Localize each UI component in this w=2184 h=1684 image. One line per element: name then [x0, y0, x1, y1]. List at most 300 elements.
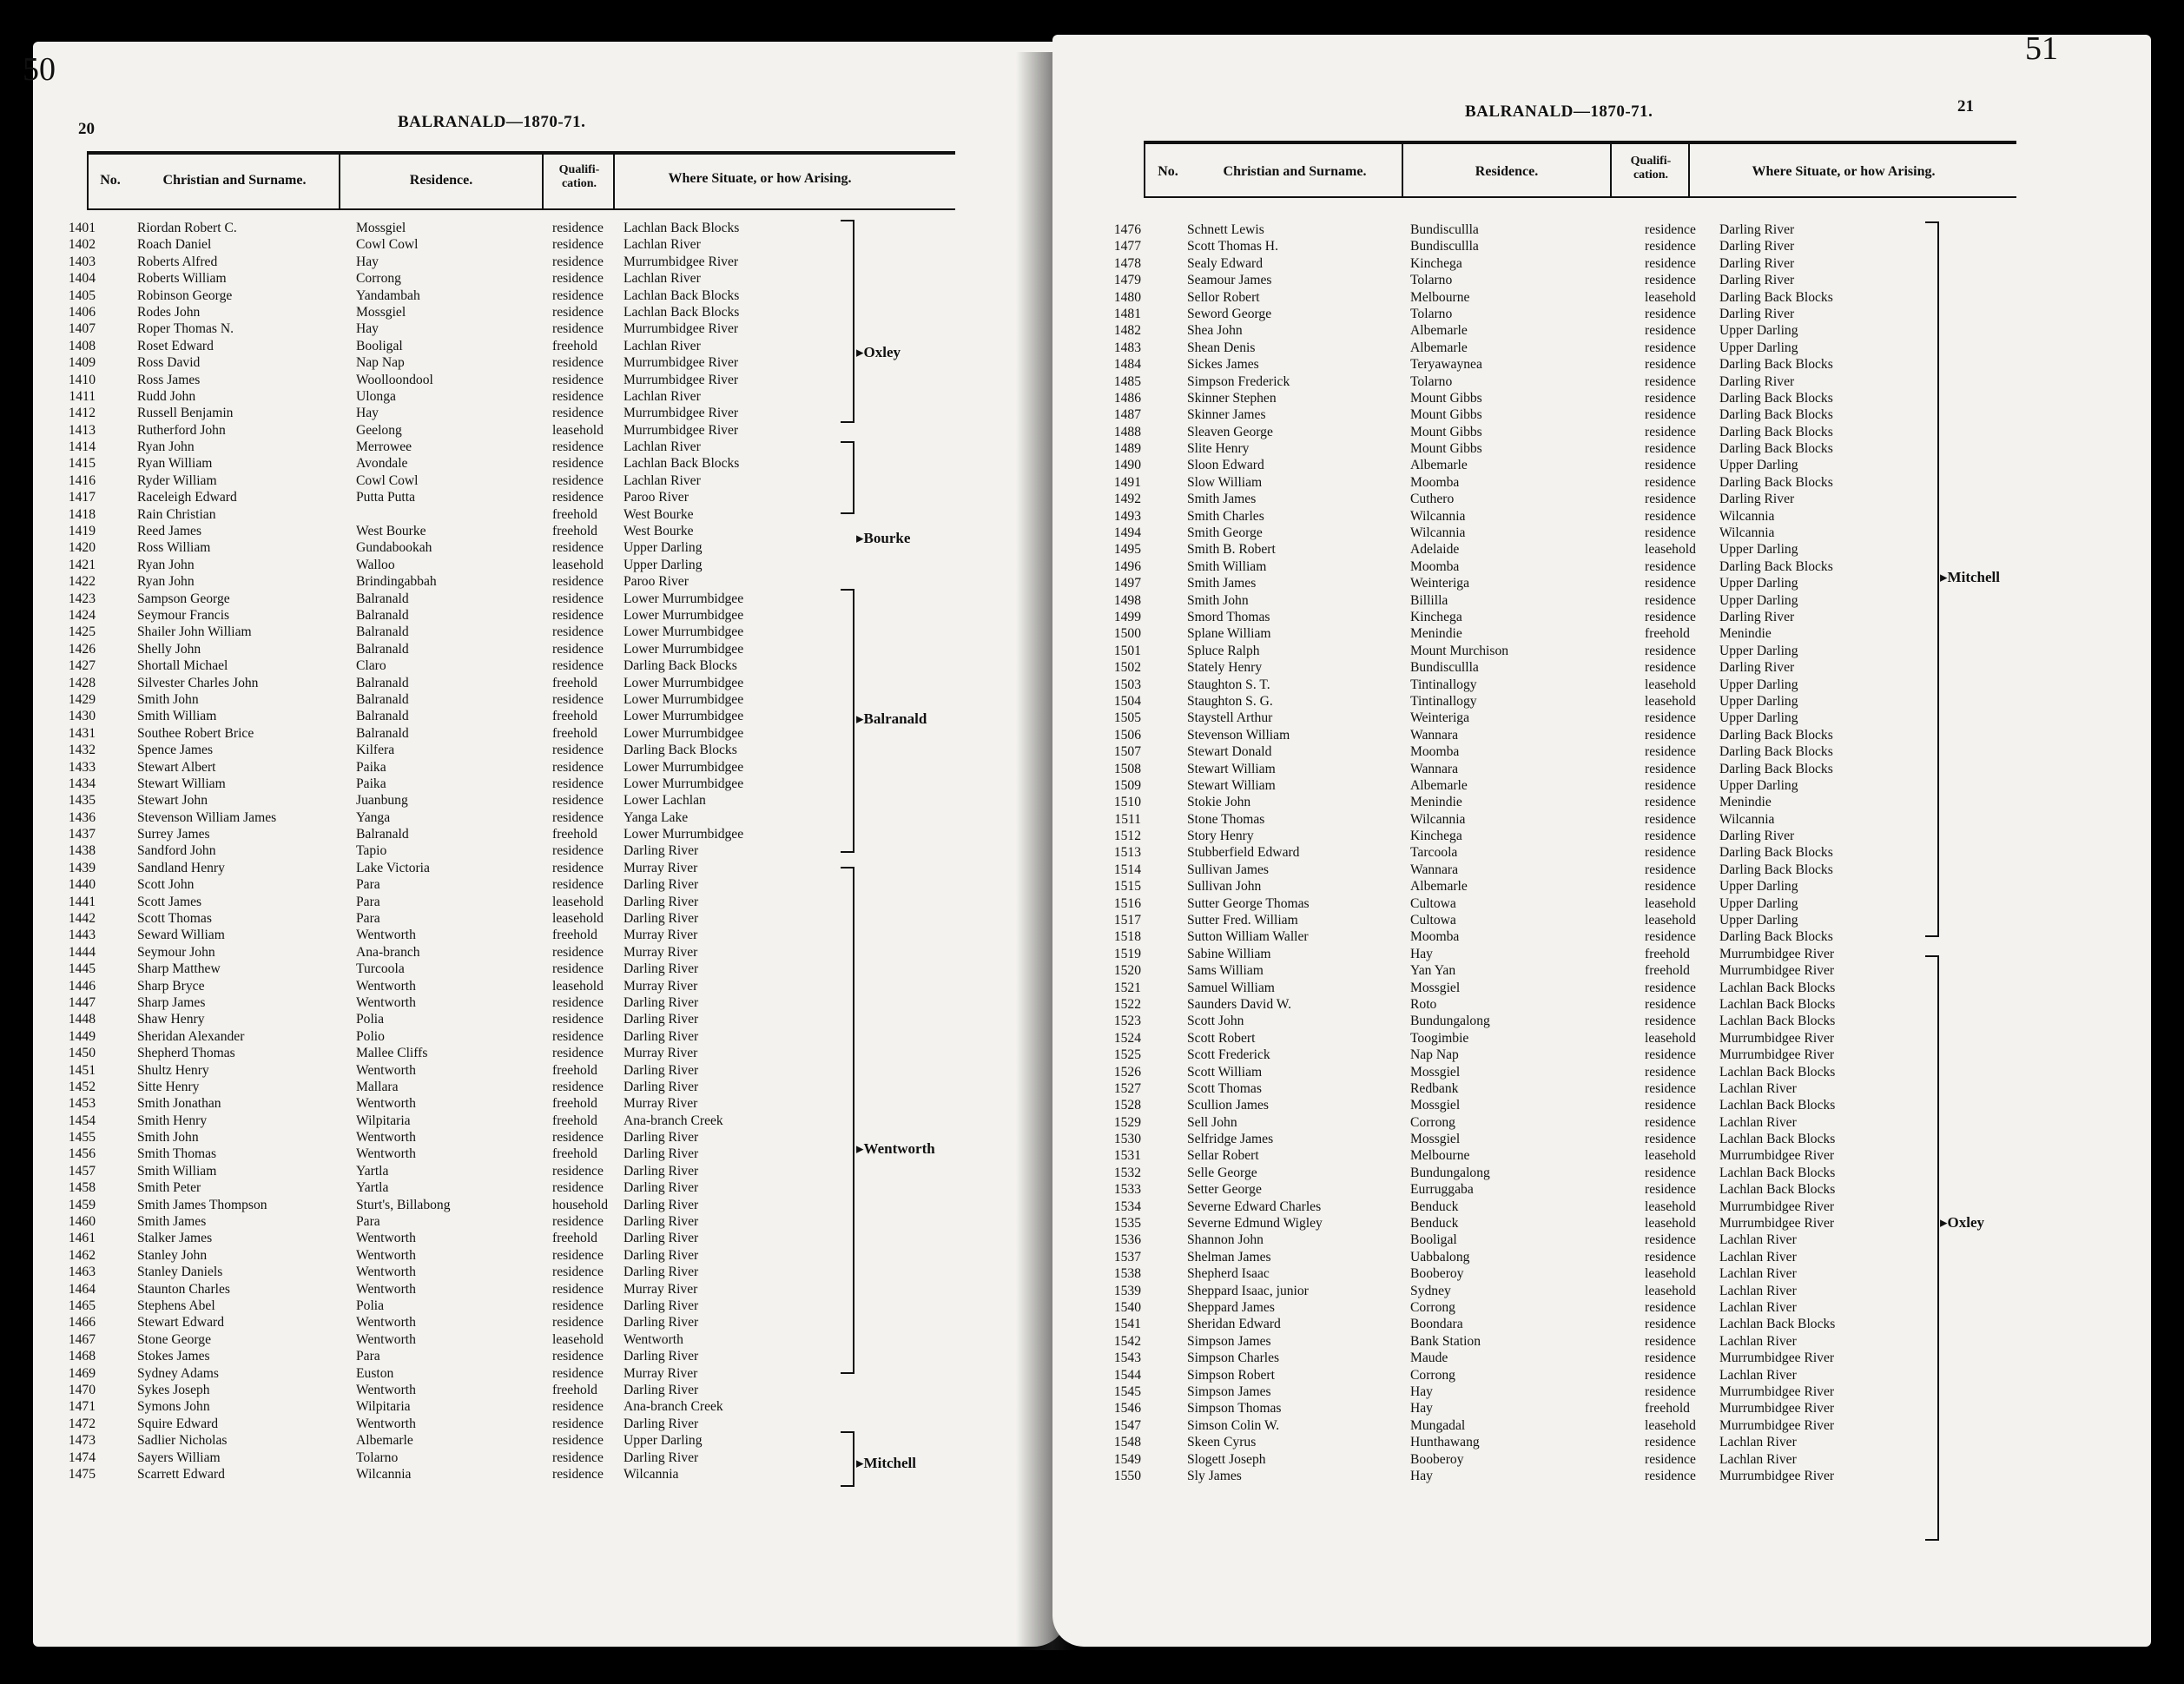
entry-residence: Moomba — [1410, 929, 1460, 945]
entry-residence: Polia — [356, 1298, 385, 1313]
entry-residence: Wannara — [1410, 862, 1459, 877]
header-divider — [1688, 144, 1690, 196]
entry-residence: Mossgiel — [1410, 980, 1461, 995]
entry-number: 1478 — [1113, 255, 1141, 271]
entry-qualification: residence — [552, 877, 604, 893]
entry-number: 1467 — [68, 1331, 96, 1347]
entry-residence: Para — [356, 877, 380, 893]
entry-number: 1402 — [68, 237, 96, 253]
entry-residence: Polio — [356, 1028, 385, 1044]
entry-number: 1505 — [1113, 710, 1141, 726]
entry-where: Murrumbidgee River — [624, 422, 739, 438]
entry-where: Lachlan Back Blocks — [1719, 1182, 1836, 1198]
entry-where: Darling River — [624, 961, 699, 977]
entry-where: West Bourke — [624, 524, 694, 539]
entry-residence: Benduck — [1410, 1199, 1459, 1214]
entry-name: Scott Thomas — [1187, 1080, 1262, 1096]
entry-number: 1541 — [1113, 1317, 1141, 1332]
entry-residence: Hay — [356, 254, 379, 269]
entry-where: Darling River — [624, 1197, 699, 1212]
entry-number: 1544 — [1113, 1367, 1141, 1383]
entry-number: 1470 — [68, 1382, 96, 1397]
entry-residence: Paika — [356, 759, 386, 775]
entry-qualification: leasehold — [1645, 913, 1696, 928]
entry-number: 1521 — [1113, 980, 1141, 995]
entry-residence: Mount Gibbs — [1410, 407, 1482, 423]
entry-qualification: residence — [552, 490, 604, 505]
entry-where: Ana-branch Creek — [624, 1113, 723, 1128]
entry-name: Smith John — [137, 1130, 199, 1146]
entry-name: Ryan William — [137, 456, 213, 472]
entry-where: Upper Darling — [1719, 777, 1798, 793]
entry-residence: Mallee Cliffs — [356, 1046, 428, 1061]
entry-number: 1490 — [1113, 458, 1141, 473]
entry-residence: Yanga — [356, 809, 391, 825]
entry-residence: Cultowa — [1410, 895, 1456, 911]
entry-qualification: residence — [1645, 1114, 1696, 1130]
entry-residence: Para — [356, 1349, 380, 1364]
entry-where: Darling River — [624, 1315, 699, 1331]
entry-name: Shannon John — [1187, 1232, 1264, 1248]
entry-qualification: freehold — [552, 506, 597, 522]
entry-where: Upper Darling — [1719, 592, 1798, 608]
entry-residence: Avondale — [356, 456, 408, 472]
entry-where: Darling Back Blocks — [624, 658, 737, 674]
entry-where: Darling Back Blocks — [1719, 474, 1833, 490]
entry-number: 1533 — [1113, 1182, 1141, 1198]
entry-name: Squire Edward — [137, 1416, 219, 1431]
entry-number: 1498 — [1113, 592, 1141, 608]
entry-qualification: residence — [1645, 323, 1696, 339]
entry-residence: Booligal — [1410, 1232, 1457, 1248]
entry-residence: Balranald — [356, 624, 409, 640]
entry-qualification: residence — [1645, 1098, 1696, 1113]
entry-name: Ryan John — [137, 439, 195, 455]
entry-residence: Hay — [1410, 946, 1433, 961]
entry-name: Roberts Alfred — [137, 254, 218, 269]
entry-where: Murrumbidgee River — [1719, 1351, 1835, 1366]
entry-qualification: residence — [552, 641, 604, 657]
entry-residence: Cowl Cowl — [356, 472, 419, 488]
entry-residence: Balranald — [356, 591, 409, 606]
entry-number: 1413 — [68, 422, 96, 438]
entry-number: 1405 — [68, 287, 96, 303]
entry-qualification: residence — [1645, 660, 1696, 676]
entry-qualification: residence — [1645, 1333, 1696, 1349]
district-label: ▸ Mitchell — [856, 1455, 916, 1472]
entry-name: Seymour Francis — [137, 607, 230, 623]
entry-name: Stanley Daniels — [137, 1265, 223, 1280]
entry-name: Robinson George — [137, 287, 233, 303]
entry-number: 1425 — [68, 624, 96, 640]
entry-residence: Balranald — [356, 709, 409, 724]
entry-qualification: residence — [1645, 643, 1696, 658]
entry-number: 1495 — [1113, 542, 1141, 558]
entry-name: Staunton Charles — [137, 1281, 230, 1297]
entry-qualification: freehold — [1645, 626, 1690, 642]
entry-name: Sellor Robert — [1187, 289, 1260, 305]
entry-residence: Benduck — [1410, 1216, 1459, 1232]
header-rule-top — [1144, 141, 2016, 144]
entry-name: Sleaven George — [1187, 424, 1273, 439]
entry-name: Sullivan James — [1187, 862, 1269, 877]
entry-qualification: residence — [552, 944, 604, 960]
entry-qualification: freehold — [1645, 963, 1690, 979]
entry-number: 1424 — [68, 607, 96, 623]
entry-residence: Tolarno — [1410, 306, 1453, 321]
district-brace — [841, 441, 854, 514]
entry-number: 1407 — [68, 321, 96, 337]
entry-name: Smith James — [1187, 576, 1257, 591]
entry-residence: Wentworth — [356, 1247, 416, 1263]
entry-residence: Moomba — [1410, 474, 1460, 490]
entry-qualification: residence — [1645, 390, 1696, 406]
entry-where: Darling Back Blocks — [1719, 407, 1833, 423]
entry-qualification: leasehold — [1645, 542, 1696, 558]
entry-number: 1491 — [1113, 474, 1141, 490]
entry-number: 1419 — [68, 524, 96, 539]
entry-residence: Albemarle — [1410, 777, 1468, 793]
entry-name: Shultz Henry — [137, 1062, 209, 1078]
entry-name: Scott William — [1187, 1064, 1263, 1080]
entry-number: 1475 — [68, 1466, 96, 1482]
entry-qualification: residence — [552, 287, 604, 303]
entry-qualification: residence — [552, 776, 604, 791]
entry-number: 1404 — [68, 271, 96, 287]
header-residence: Residence. — [1475, 164, 1539, 179]
entry-number: 1543 — [1113, 1351, 1141, 1366]
entry-residence: Ulonga — [356, 388, 396, 404]
entry-number: 1515 — [1113, 879, 1141, 895]
entry-qualification: freehold — [552, 928, 597, 943]
entry-residence: Wannara — [1410, 727, 1459, 743]
entry-where: Murrumbidgee River — [1719, 1384, 1835, 1399]
entry-where: Lachlan Back Blocks — [624, 221, 740, 235]
entry-where: Murrumbidgee River — [1719, 1401, 1835, 1417]
entry-number: 1472 — [68, 1416, 96, 1431]
header-divider — [542, 155, 544, 208]
entry-residence: Weinteriga — [1410, 710, 1470, 726]
entry-where: Darling Back Blocks — [1719, 929, 1833, 945]
district-label: ▸ Oxley — [1940, 1214, 1984, 1232]
left-page — [23, 42, 1068, 1647]
entry-qualification: leasehold — [1645, 693, 1696, 709]
entry-number: 1471 — [68, 1399, 96, 1415]
entry-where: Darling Back Blocks — [1719, 727, 1833, 743]
header-where: Where Situate, or how Arising. — [1752, 164, 1936, 179]
entry-qualification: residence — [1645, 1317, 1696, 1332]
entry-qualification: freehold — [552, 1096, 597, 1112]
entry-name: Smith B. Robert — [1187, 542, 1276, 558]
entry-number: 1439 — [68, 860, 96, 875]
entry-where: Lachlan River — [1719, 1300, 1797, 1315]
entry-number: 1429 — [68, 691, 96, 707]
entry-where: Darling River — [624, 1180, 699, 1196]
entry-number: 1458 — [68, 1180, 96, 1196]
header-rule-bottom — [87, 208, 955, 210]
entry-where: Wilcannia — [624, 1466, 679, 1482]
entry-name: Sykes Joseph — [137, 1382, 210, 1397]
entry-number: 1461 — [68, 1231, 96, 1246]
entry-residence: Yartla — [356, 1180, 389, 1196]
entry-where: Darling Back Blocks — [1719, 845, 1833, 861]
entry-qualification: residence — [552, 1349, 604, 1364]
entry-residence: Mount Murchison — [1410, 643, 1509, 658]
entry-name: Simpson Thomas — [1187, 1401, 1282, 1417]
entry-residence: Turcoola — [356, 961, 405, 977]
entry-residence: Uabbalong — [1410, 1249, 1470, 1265]
entry-residence: Walloo — [356, 557, 395, 572]
entry-name: Scott John — [137, 877, 195, 893]
entry-name: Seword George — [1187, 306, 1272, 321]
entry-residence: Wentworth — [356, 994, 416, 1010]
entry-where: Murrumbidgee River — [624, 355, 739, 371]
entry-number: 1503 — [1113, 677, 1141, 692]
entry-qualification: residence — [1645, 996, 1696, 1012]
entry-residence: Wentworth — [356, 1315, 416, 1331]
entry-where: Lower Murrumbidgee — [624, 709, 744, 724]
entry-qualification: freehold — [552, 1113, 597, 1128]
entry-where: Lachlan River — [624, 439, 701, 455]
entry-name: Shaw Henry — [137, 1012, 205, 1027]
entry-number: 1523 — [1113, 1014, 1141, 1029]
entry-where: Murrumbidgee River — [1719, 1030, 1835, 1046]
entry-number: 1532 — [1113, 1165, 1141, 1180]
entry-residence: Merrowee — [356, 439, 412, 455]
entry-number: 1531 — [1113, 1148, 1141, 1164]
entry-residence: Ana-branch — [356, 944, 420, 960]
entry-where: Lachlan Back Blocks — [1719, 1098, 1836, 1113]
entry-where: Darling River — [1719, 492, 1795, 507]
entry-qualification: residence — [1645, 761, 1696, 776]
entry-number: 1539 — [1113, 1283, 1141, 1298]
sheet-number: 51 — [2025, 30, 2058, 67]
entry-where: Darling Back Blocks — [1719, 441, 1833, 457]
entry-number: 1460 — [68, 1214, 96, 1230]
entry-residence: Mount Gibbs — [1410, 441, 1482, 457]
entry-qualification: residence — [552, 691, 604, 707]
entry-where: Wilcannia — [1719, 508, 1775, 524]
entry-name: Severne Edward Charles — [1187, 1199, 1322, 1214]
entry-qualification: residence — [1645, 1435, 1696, 1450]
entry-qualification: residence — [1645, 340, 1696, 355]
entry-residence: Mossgiel — [356, 304, 406, 320]
entry-number: 1545 — [1113, 1384, 1141, 1399]
entry-where: Murrumbidgee River — [1719, 1047, 1835, 1063]
entry-name: Spence James — [137, 743, 214, 758]
entry-number: 1516 — [1113, 895, 1141, 911]
entry-name: Smith George — [1187, 525, 1263, 541]
entry-where: Darling Back Blocks — [624, 743, 737, 758]
entry-number: 1469 — [68, 1365, 96, 1381]
entry-where: Lachlan Back Blocks — [624, 456, 740, 472]
entry-name: Shailer John William — [137, 624, 252, 640]
entry-qualification: residence — [1645, 1451, 1696, 1467]
entry-qualification: leasehold — [1645, 677, 1696, 692]
entry-where: Lower Murrumbidgee — [624, 624, 744, 640]
entry-name: Scarrett Edward — [137, 1466, 225, 1482]
entry-qualification: residence — [552, 406, 604, 421]
entry-number: 1414 — [68, 439, 96, 455]
entry-qualification: residence — [1645, 727, 1696, 743]
entry-where: Darling River — [624, 1146, 699, 1162]
entry-qualification: residence — [1645, 829, 1696, 844]
entry-where: Darling River — [624, 1416, 699, 1431]
entry-name: Selle George — [1187, 1165, 1257, 1180]
entry-qualification: freehold — [1645, 1401, 1690, 1417]
entry-name: Smith William — [1187, 558, 1267, 574]
entry-residence: Maude — [1410, 1351, 1448, 1366]
entry-where: Darling River — [624, 894, 699, 909]
entry-where: Upper Darling — [1719, 879, 1798, 895]
entry-number: 1430 — [68, 709, 96, 724]
entry-name: Symons John — [137, 1399, 210, 1415]
entry-number: 1493 — [1113, 508, 1141, 524]
entry-number: 1428 — [68, 675, 96, 690]
entry-where: Upper Darling — [1719, 643, 1798, 658]
entry-qualification: leasehold — [1645, 1148, 1696, 1164]
entry-name: Russell Benjamin — [137, 406, 234, 421]
entry-name: Roach Daniel — [137, 237, 212, 253]
entry-where: Lower Murrumbidgee — [624, 591, 744, 606]
entry-number: 1513 — [1113, 845, 1141, 861]
entry-residence: Cuthero — [1410, 492, 1455, 507]
entry-number: 1452 — [68, 1079, 96, 1094]
entry-qualification: freehold — [1645, 946, 1690, 961]
entry-number: 1549 — [1113, 1451, 1141, 1467]
entry-residence: Albemarle — [1410, 323, 1468, 339]
entry-name: Scott James — [137, 894, 202, 909]
entry-residence: West Bourke — [356, 524, 426, 539]
entry-residence: Moomba — [1410, 744, 1460, 760]
district-label: ▸ Mitchell — [1940, 569, 2000, 586]
entry-number: 1457 — [68, 1163, 96, 1179]
entry-number: 1485 — [1113, 373, 1141, 389]
entry-name: Slow William — [1187, 474, 1263, 490]
entry-where: Darling River — [624, 1012, 699, 1027]
entry-qualification: residence — [552, 1298, 604, 1313]
entry-where: Darling River — [624, 1028, 699, 1044]
entry-residence: Tintinallogy — [1410, 693, 1477, 709]
entry-where: Darling River — [1719, 660, 1795, 676]
entry-residence: Mount Gibbs — [1410, 390, 1482, 406]
entry-residence: Albemarle — [1410, 458, 1468, 473]
entry-name: Stone Thomas — [1187, 811, 1265, 827]
entry-residence: Paika — [356, 776, 386, 791]
entry-where: Darling River — [624, 911, 699, 927]
entry-where: Murrumbidgee River — [1719, 1199, 1835, 1214]
entry-name: Slogett Joseph — [1187, 1451, 1266, 1467]
district-brace — [841, 867, 854, 1374]
entry-qualification: residence — [552, 860, 604, 875]
entry-residence: Hay — [1410, 1384, 1433, 1399]
entry-residence: Wentworth — [356, 1146, 416, 1162]
entry-qualification: residence — [552, 472, 604, 488]
entry-where: Lachlan River — [624, 271, 701, 287]
entry-qualification: residence — [552, 809, 604, 825]
entry-residence: Wilcannia — [1410, 525, 1466, 541]
entry-qualification: residence — [552, 1281, 604, 1297]
entry-where: Darling River — [1719, 829, 1795, 844]
entry-name: Stewart William — [137, 776, 226, 791]
entry-qualification: leasehold — [1645, 289, 1696, 305]
entry-qualification: freehold — [552, 1146, 597, 1162]
entry-number: 1486 — [1113, 390, 1141, 406]
entry-number: 1423 — [68, 591, 96, 606]
entry-where: Darling River — [1719, 273, 1795, 288]
entry-qualification: residence — [1645, 441, 1696, 457]
entry-qualification: leasehold — [1645, 1283, 1696, 1298]
entry-qualification: residence — [1645, 558, 1696, 574]
entry-number: 1510 — [1113, 795, 1141, 810]
entry-residence: Cowl Cowl — [356, 237, 419, 253]
entry-residence: Tintinallogy — [1410, 677, 1477, 692]
entry-name: Shelman James — [1187, 1249, 1271, 1265]
entry-number: 1468 — [68, 1349, 96, 1364]
entry-number: 1454 — [68, 1113, 96, 1128]
entry-residence: Nap Nap — [356, 355, 405, 371]
entry-qualification: leasehold — [1645, 1199, 1696, 1214]
entry-number: 1501 — [1113, 643, 1141, 658]
entry-number: 1535 — [1113, 1216, 1141, 1232]
entry-residence: Eurruggaba — [1410, 1182, 1474, 1198]
entry-residence: Juanbung — [356, 793, 408, 809]
entry-qualification: residence — [1645, 255, 1696, 271]
entry-name: Sutter George Thomas — [1187, 895, 1310, 911]
entry-name: Rodes John — [137, 304, 201, 320]
entry-name: Sheppard James — [1187, 1300, 1275, 1315]
entry-name: Smith Jonathan — [137, 1096, 221, 1112]
entry-name: Selfridge James — [1187, 1132, 1274, 1147]
entry-name: Shepherd Thomas — [137, 1046, 235, 1061]
entry-where: Lachlan River — [1719, 1367, 1797, 1383]
entry-number: 1507 — [1113, 744, 1141, 760]
entry-name: Sly James — [1187, 1468, 1242, 1483]
header-rule-bottom — [1144, 196, 2016, 198]
entry-residence: Mount Gibbs — [1410, 424, 1482, 439]
entry-where: Lower Murrumbidgee — [624, 725, 744, 741]
entry-name: Simpson Frederick — [1187, 373, 1290, 389]
entry-where: Lachlan River — [1719, 1080, 1797, 1096]
entry-qualification: residence — [1645, 239, 1696, 254]
entry-number: 1483 — [1113, 340, 1141, 355]
district-brace — [841, 220, 854, 423]
entry-number: 1522 — [1113, 996, 1141, 1012]
entry-name: Smith John — [137, 691, 199, 707]
entry-where: Menindie — [1719, 795, 1772, 810]
entry-number: 1431 — [68, 725, 96, 741]
entry-number: 1480 — [1113, 289, 1141, 305]
entry-residence: Bundiscullla — [1410, 660, 1479, 676]
entry-number: 1409 — [68, 355, 96, 371]
entry-number: 1476 — [1113, 222, 1141, 237]
entry-where: Darling Back Blocks — [1719, 862, 1833, 877]
entry-where: Upper Darling — [624, 557, 703, 572]
entry-residence: Hay — [1410, 1401, 1433, 1417]
entry-residence: Nap Nap — [1410, 1047, 1459, 1063]
entry-name: Simpson James — [1187, 1384, 1271, 1399]
entry-name: Sheridan Alexander — [137, 1028, 245, 1044]
entry-qualification: freehold — [552, 709, 597, 724]
entry-name: Stewart William — [1187, 777, 1276, 793]
entry-qualification: residence — [552, 1180, 604, 1196]
entry-qualification: residence — [552, 574, 604, 590]
entry-name: Staughton S. T. — [1187, 677, 1270, 692]
entry-number: 1456 — [68, 1146, 96, 1162]
entry-where: Darling River — [624, 1079, 699, 1094]
entry-name: Skeen Cyrus — [1187, 1435, 1257, 1450]
entry-number: 1418 — [68, 506, 96, 522]
